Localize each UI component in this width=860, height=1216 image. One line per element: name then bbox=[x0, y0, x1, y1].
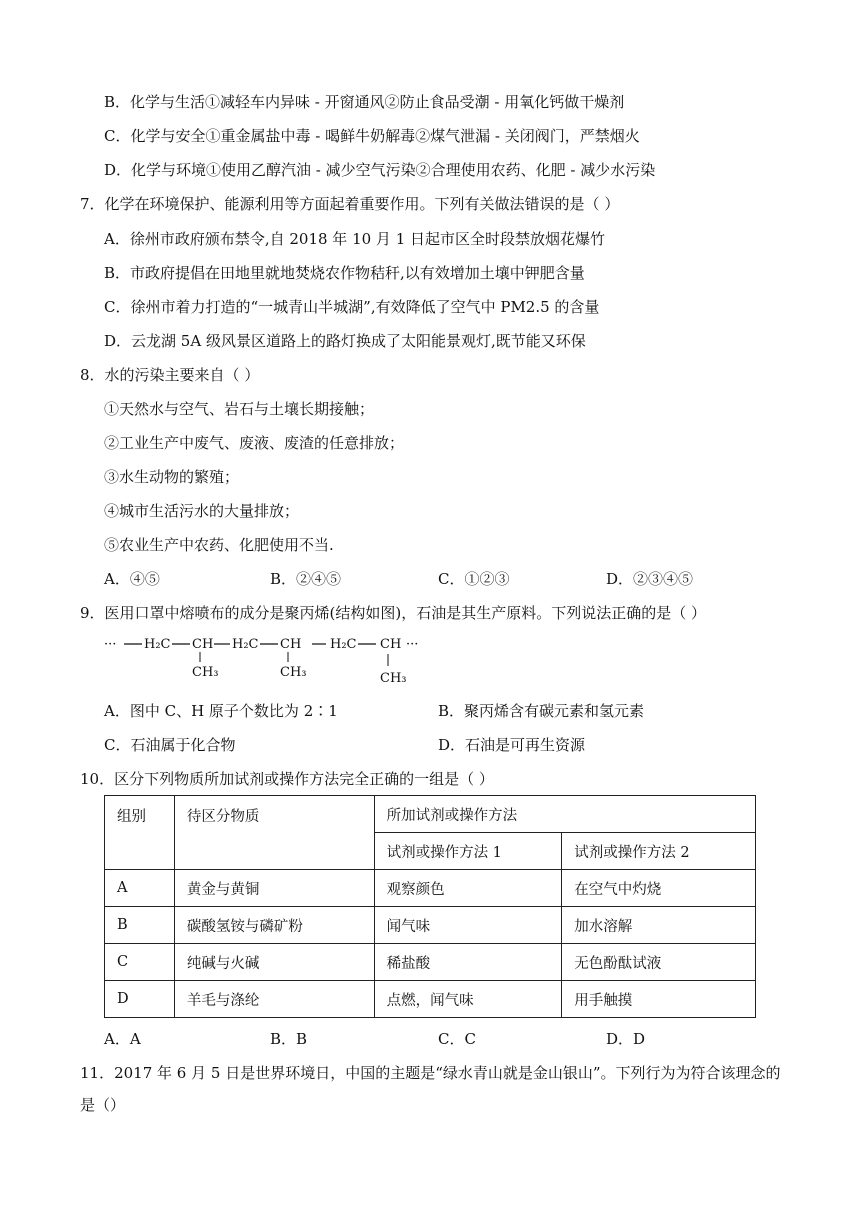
formula-ch3: CH₃ bbox=[192, 665, 219, 680]
q8-item: ②工业生产中废气、废液、废渣的任意排放； bbox=[104, 434, 405, 452]
q11-stem-line-1: 11．2017 年 6 月 5 日是世界环境日，中国的主题是“绿水青山就是金山银山”。下列行为为符合该理念的 bbox=[80, 1064, 781, 1082]
row-method-2: 用手触摸 bbox=[562, 981, 756, 1018]
formula-h2c: H₂C bbox=[144, 637, 171, 652]
row-substance: 纯碱与火碱 bbox=[174, 944, 374, 981]
header-group: 组别 bbox=[105, 796, 175, 870]
q6-option-b: B．化学与生活①减轻车内异味 - 开窗通风②防止食品受潮 - 用氧化钙做干燥剂 bbox=[104, 93, 625, 111]
row-substance: 黄金与黄铜 bbox=[174, 870, 374, 907]
q8-option-d: D．②③④⑤ bbox=[606, 570, 694, 588]
header-substance: 待区分物质 bbox=[174, 796, 374, 870]
q8-option-a: A．④⑤ bbox=[104, 570, 160, 588]
q7-option-d: D．云龙湖 5A 级风景区道路上的路灯换成了太阳能景观灯,既节能又环保 bbox=[104, 332, 586, 350]
formula-ch: CH bbox=[192, 637, 214, 652]
q9-option-b: B．聚丙烯含有碳元素和氢元素 bbox=[438, 702, 645, 720]
q10-option-d: D．D bbox=[606, 1030, 646, 1048]
row-group: B bbox=[105, 907, 175, 944]
header-method-2: 试剂或操作方法 2 bbox=[562, 833, 756, 870]
row-method-1: 稀盐酸 bbox=[374, 944, 562, 981]
q6-option-d: D．化学与环境①使用乙醇汽油 - 减少空气污染②合理使用农药、化肥 - 减少水污染 bbox=[104, 161, 656, 179]
q10-table bbox=[104, 795, 756, 1018]
q9-stem: 9．医用口罩中熔喷布的成分是聚丙烯(结构如图)，石油是其生产原料。下列说法正确的是（ ） bbox=[80, 604, 707, 622]
formula-h2c: H₂C bbox=[232, 637, 259, 652]
table-row bbox=[105, 981, 756, 1018]
row-group: A bbox=[105, 870, 175, 907]
q8-option-c: C．①②③ bbox=[438, 570, 510, 588]
q10-option-b: B．B bbox=[270, 1030, 308, 1048]
row-method-1: 点燃，闻气味 bbox=[374, 981, 562, 1018]
q9-option-a: A．图中 C、H 原子个数比为 2∶1 bbox=[104, 702, 338, 720]
q10-option-c: C．C bbox=[438, 1030, 476, 1048]
q9-option-c: C．石油属于化合物 bbox=[104, 736, 236, 754]
q8-item: ④城市生活污水的大量排放； bbox=[104, 502, 300, 520]
formula-ch3: CH₃ bbox=[380, 671, 407, 686]
q8-item: ⑤农业生产中农药、化肥使用不当. bbox=[104, 536, 334, 554]
q8-stem: 8．水的污染主要来自（ ） bbox=[80, 366, 260, 384]
row-substance: 碳酸氢铵与磷矿粉 bbox=[174, 907, 374, 944]
row-method-2: 在空气中灼烧 bbox=[562, 870, 756, 907]
q9-option-d: D．石油是可再生资源 bbox=[438, 736, 586, 754]
formula-ch3: CH₃ bbox=[280, 665, 307, 680]
row-method-2: 无色酚酞试液 bbox=[562, 944, 756, 981]
table-row bbox=[105, 944, 756, 981]
header-method: 所加试剂或操作方法 bbox=[374, 796, 755, 833]
q7-option-c: C．徐州市着力打造的“一城青山半城湖”,有效降低了空气中 PM2.5 的含量 bbox=[104, 298, 600, 316]
formula-ch: CH bbox=[280, 637, 302, 652]
row-method-1: 观察颜色 bbox=[374, 870, 562, 907]
row-substance: 羊毛与涤纶 bbox=[174, 981, 374, 1018]
q10-option-a: A．A bbox=[104, 1030, 141, 1048]
row-method-1: 闻气味 bbox=[374, 907, 562, 944]
q6-option-c: C．化学与安全①重金属盐中毒 - 喝鲜牛奶解毒②煤气泄漏 - 关闭阀门，严禁烟火 bbox=[104, 127, 640, 145]
table-row bbox=[105, 907, 756, 944]
formula-lead-dots: ··· bbox=[104, 637, 117, 652]
q8-item: ③水生动物的繁殖； bbox=[104, 468, 240, 486]
polypropylene-structure-diagram bbox=[104, 630, 444, 690]
row-method-2: 加水溶解 bbox=[562, 907, 756, 944]
formula-ch: CH bbox=[380, 637, 402, 652]
q7-option-b: B．市政府提倡在田地里就地焚烧农作物秸秆,以有效增加土壤中钾肥含量 bbox=[104, 264, 585, 282]
q10-stem: 10．区分下列物质所加试剂或操作方法完全正确的一组是（ ） bbox=[80, 770, 494, 788]
q7-stem: 7．化学在环境保护、能源利用等方面起着重要作用。下列有关做法错误的是（ ） bbox=[80, 195, 620, 213]
row-group: C bbox=[105, 944, 175, 981]
formula-h2c: H₂C bbox=[330, 637, 357, 652]
q8-item: ①天然水与空气、岩石与土壤长期接触； bbox=[104, 400, 375, 418]
row-group: D bbox=[105, 981, 175, 1018]
formula-trail-dots: ··· bbox=[406, 637, 419, 652]
table-row bbox=[105, 870, 756, 907]
q7-option-a: A．徐州市政府颁布禁令,自 2018 年 10 月 1 日起市区全时段禁放烟花爆竹 bbox=[104, 230, 606, 248]
header-method-1: 试剂或操作方法 1 bbox=[374, 833, 562, 870]
q11-stem-line-2: 是（） bbox=[80, 1096, 126, 1114]
q8-option-b: B．②④⑤ bbox=[270, 570, 342, 588]
